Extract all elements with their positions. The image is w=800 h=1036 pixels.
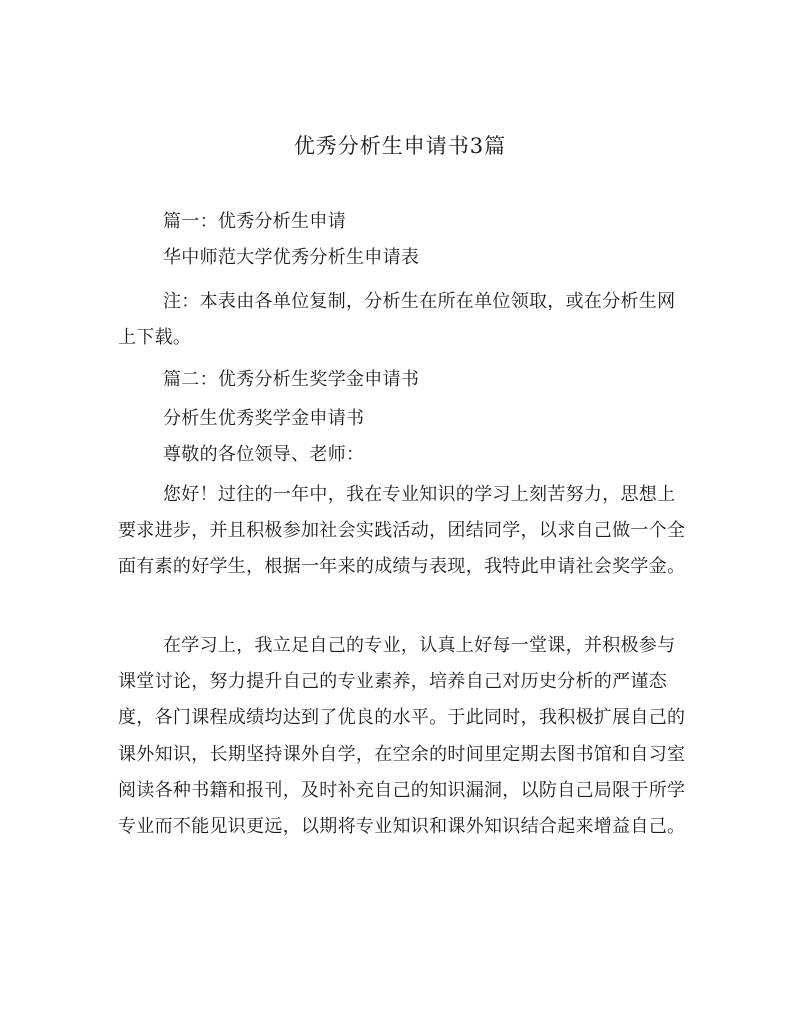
form-note-paragraph: 注：本表由各单位复制，分析生在所在单位领取，或在分析生网上下载。 xyxy=(118,291,676,349)
letter-title: 分析生优秀奖学金申请书 xyxy=(163,408,365,429)
study-paragraph: 在学习上，我立足自己的专业，认真上好每一堂课，并积极参与课堂讨论，努力提升自己的专业素养，培养自己对历史分析的严谨态度，各门课程成绩均达到了优良的水平。于此同时，我积极扩展自己的课外知识，长期坚持课外自学，在空余的时间里定期去图书馆和自习室阅读各种书籍和报刊，及时补充自己的知识漏洞，以防自己局限于所学专业而不能见识更远，以期将专业知识和课外知识结合起来增益自己。 xyxy=(118,635,686,838)
application-form-title: 华中师范大学优秀分析生申请表 xyxy=(163,247,420,268)
section-two-heading: 篇二：优秀分析生奖学金申请书 xyxy=(163,369,420,390)
document-title: 优秀分析生申请书3篇 xyxy=(293,134,507,158)
section-one-heading: 篇一：优秀分析生申请 xyxy=(163,211,346,232)
letter-intro-paragraph: 您好！过往的一年中，我在专业知识的学习上刻苦努力，思想上要求进步，并且积极参加社会实践活动，团结同学，以求自己做一个全面有素的好学生，根据一年来的成绩与表现，我特此申请社会奖学金。 xyxy=(118,484,686,578)
letter-salutation: 尊敬的各位领导、老师： xyxy=(163,444,365,465)
